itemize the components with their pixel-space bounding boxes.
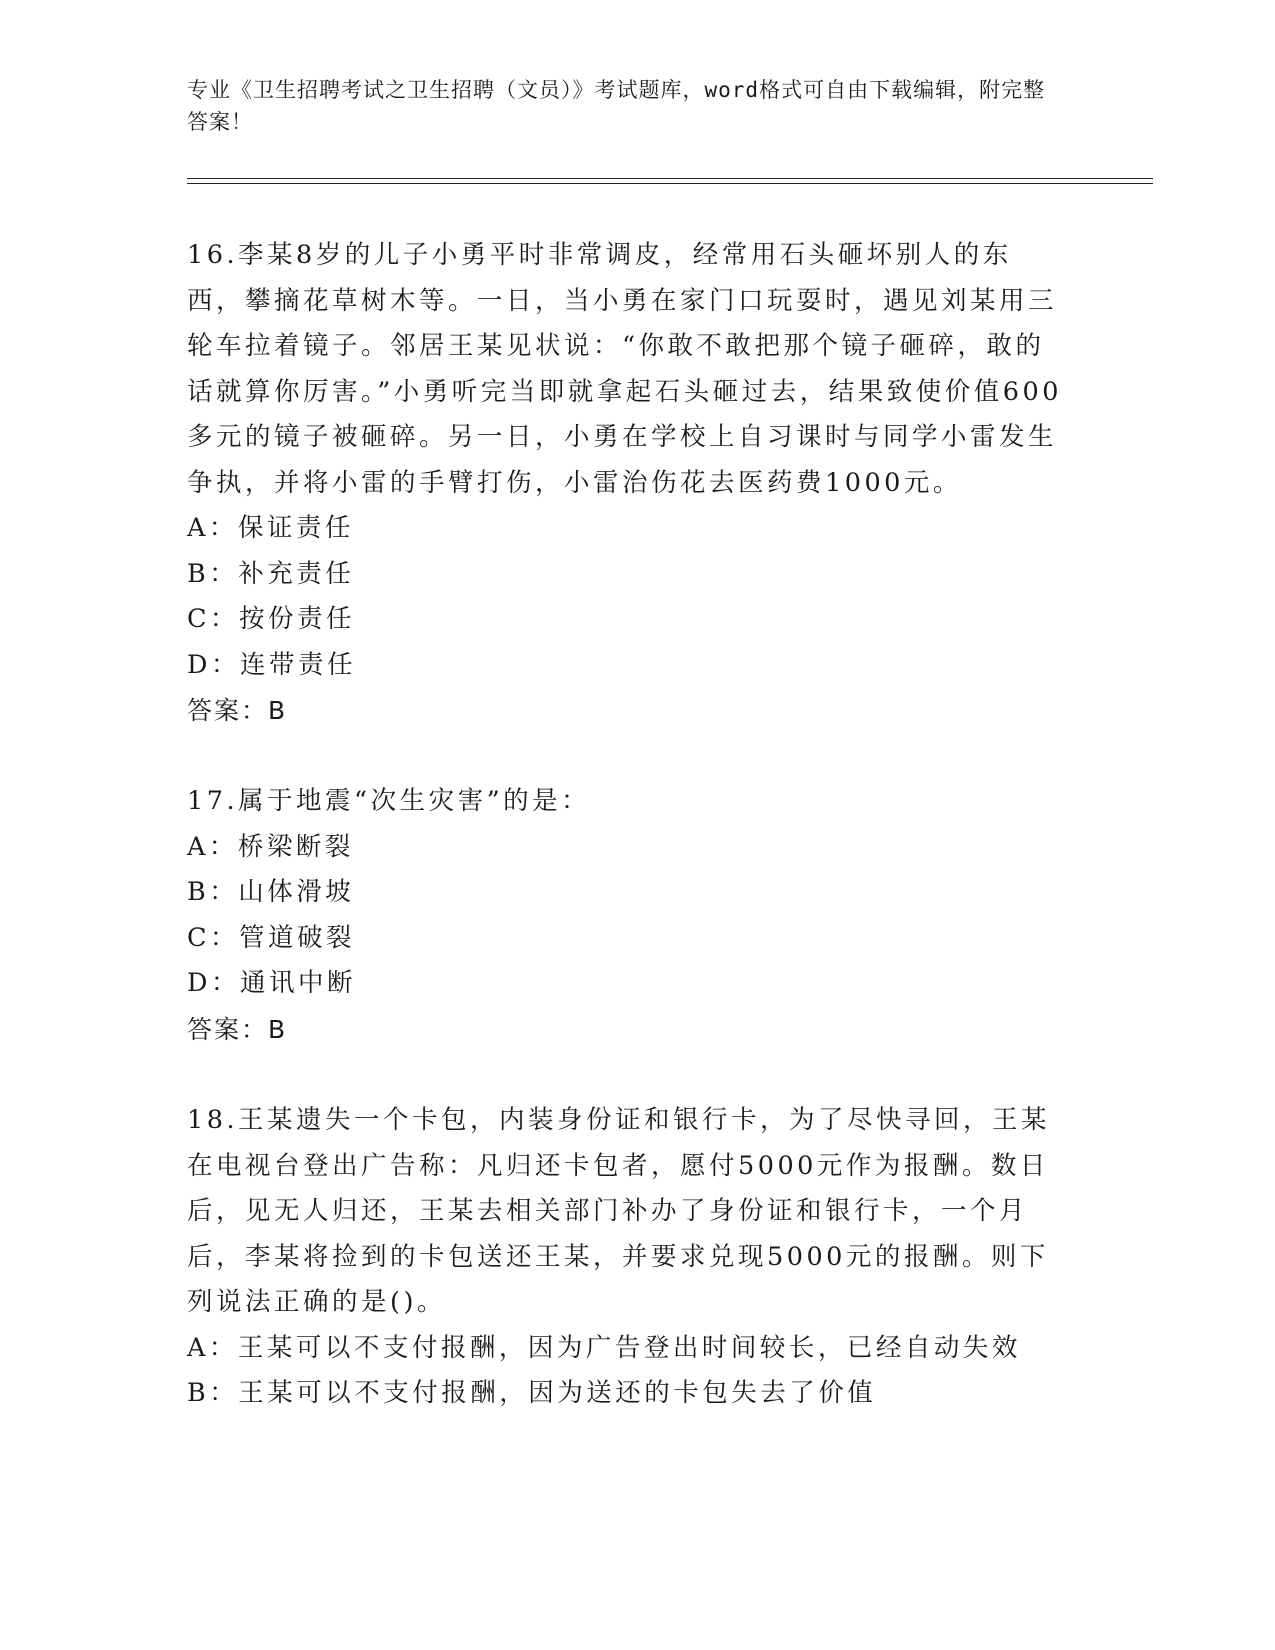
- question-17: [187, 779, 1087, 1052]
- option-a: A：王某可以不支付报酬，因为广告登出时间较长，已经自动失效: [187, 1332, 1021, 1363]
- option-c: C：管道破裂: [187, 922, 356, 953]
- question-text: 16.李某8岁的儿子小勇平时非常调皮，经常用石头砸坏别人的东西，攀摘花草树木等。一日，当小勇在家门口玩耍时，遇见刘某用三轮车拉着镜子。邻居王某见状说：“你敢不敢把那个镜子砸碎，敢的话就算你厉害。”小勇听完当即就拿起石头砸过去，结果致使价值600多元的镜子被砸碎。另一日，小勇在学校上自习课时与同学小雷发生争执，并将小雷的手臂打伤，小雷治伤花去医药费1000元。: [187, 240, 1062, 498]
- option-d: D：通讯中断: [187, 968, 356, 998]
- answer: 答案：B: [187, 696, 288, 725]
- document-header: [187, 74, 1067, 138]
- question-16: [187, 233, 1067, 734]
- option-b: B：山体滑坡: [187, 877, 355, 907]
- option-b: B：补充责任: [187, 558, 355, 589]
- question-text: 18.王某遗失一个卡包，内装身份证和银行卡，为了尽快寻回，王某在电视台登出广告称：凡归还卡包者，愿付5000元作为报酬。数日后，见无人归还，王某去相关部门补办了身份证和银行卡，一个月后，李某将捡到的卡包送还王某，并要求兑现5000元的报酬。则下列说法正确的是()。: [187, 1105, 1051, 1317]
- question-18: [187, 1098, 1077, 1417]
- answer: 答案：B: [187, 1014, 288, 1044]
- option-a: A：桥梁断裂: [187, 831, 354, 862]
- header-title: 专业《卫生招聘考试之卫生招聘（文员）》考试题库，word格式可自由下载编辑，附完整答案！: [187, 78, 1046, 134]
- option-d: D：连带责任: [187, 649, 356, 680]
- option-b: B：王某可以不支付报酬，因为送还的卡包失去了价值: [187, 1378, 877, 1408]
- header-divider-bottom: [187, 183, 1153, 184]
- option-c: C：按份责任: [187, 604, 356, 634]
- header-divider-top: [187, 178, 1153, 179]
- option-a: A：保证责任: [187, 513, 354, 543]
- question-text: 17.属于地震“次生灾害”的是：: [187, 786, 591, 816]
